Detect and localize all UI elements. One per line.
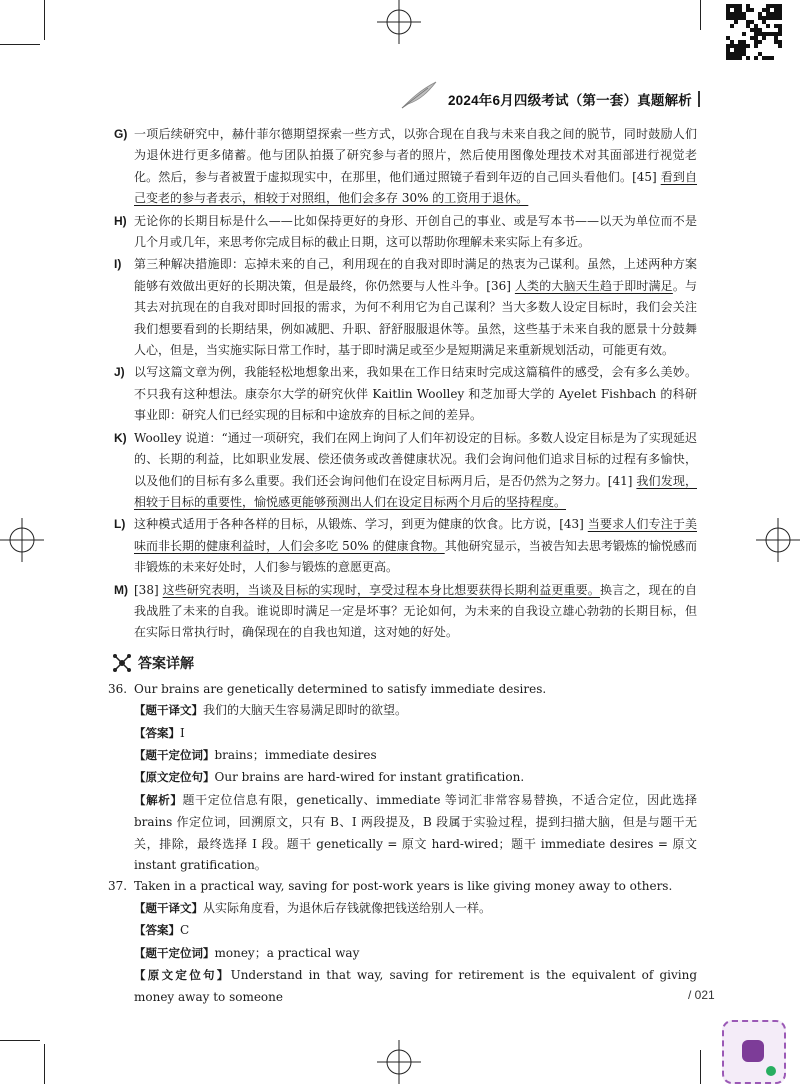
detail-text: C (180, 923, 190, 938)
detail-text: Our brains are hard-wired for instant gratification. (214, 770, 525, 785)
crop-mark (44, 1044, 45, 1084)
underlined-sentence: 当要求人们专注于美味而非长期的健康利益时，人们会多吃 50% 的健康食物。 (134, 517, 697, 553)
passage-paragraph (114, 580, 697, 644)
underlined-sentence: 我们发现，相较于目标的重要性，愉悦感更能够预测出人们在设定目标两个月后的坚持程度。 (134, 473, 697, 509)
crop-mark (700, 0, 701, 30)
detail-tag: 【原文定位句】 (134, 772, 215, 785)
molecule-icon (112, 653, 132, 673)
answer-section-heading (112, 653, 697, 673)
detail-text: Understand in that way, saving for retirement is the equivalent of giving money away to someone (134, 968, 697, 1005)
detail-text: brains；immediate desires (214, 747, 377, 762)
registration-mark-icon (0, 518, 44, 562)
detail-tag: 【题干译文】 (134, 705, 203, 718)
header-divider (698, 91, 700, 107)
detail-text: I (180, 725, 185, 740)
paragraph-text: 第三种解决措施即：忘掉未来的自己，利用现在的自我对即时满足的热衷为己谋利。虽然，上述两种方案能够有效做出更好的长期决策，但是最终，你仍然要与人性斗争。[36] (134, 257, 697, 293)
answer-detail-row (114, 767, 697, 789)
answer-detail-row (114, 790, 697, 877)
page-number: / 021 (688, 988, 715, 1002)
answer-list (108, 679, 697, 1009)
detail-text: 从实际角度看，为退休后存钱就像把钱送给别人一样。 (203, 900, 492, 915)
answer-detail-row (114, 723, 697, 745)
qr-module (758, 40, 762, 44)
underlined-sentence: 人类的大脑天生趋于即时满足 (514, 278, 673, 293)
paragraph-letter: G) (114, 127, 128, 141)
paragraph-letter: J) (114, 365, 125, 380)
running-header (395, 88, 700, 110)
detail-tag: 【答案】 (134, 925, 180, 938)
passage-paragraph (114, 254, 697, 361)
detail-tag: 【原文定位句】 (134, 970, 231, 983)
qr-module (770, 56, 774, 60)
crop-mark (700, 1050, 701, 1084)
paragraph-text: 换言之，现在的自我战胜了未来的自我。谁说即时满足一定是坏事？无论如何，为未来的自我设立雄心勃勃的长期目标，但在实际日常执行时，确保现在的自我也知道，这对她的好处。 (134, 582, 697, 640)
mascot-sticker (722, 1020, 786, 1084)
paragraph-text: 。与其去对抗现在的自我对即时回报的需求，为何不利用它为自己谋利？当大多数人设定目标时，我们会关注我们想要看到的长期结果，例如减肥、升职、舒舒服服退休等。虽然，这些基于未来自我的愿景十分鼓舞人心，但是，当实施实际日常工作时，基于即时满足或至少是短期满足来重新规划活动，可能更有效。 (134, 278, 697, 358)
section-title: 答案详解 (138, 654, 194, 671)
qr-module (738, 56, 742, 60)
answer-item (108, 876, 697, 1008)
paragraph-letter: M) (114, 582, 128, 597)
question-line (108, 679, 697, 700)
passage-paragraph (114, 514, 697, 578)
passage-paragraph (114, 124, 697, 210)
qr-module (742, 32, 746, 36)
page-body (108, 124, 697, 1009)
answer-detail-row (114, 898, 697, 920)
paragraph-text: 其他研究显示，当被告知去思考锻炼的愉悦感而非锻炼的未来好处时，人们参与锻炼的意愿更高。 (134, 538, 697, 575)
qr-module (734, 20, 738, 24)
registration-mark-icon (377, 1040, 421, 1084)
paragraph-text: Woolley 说道：“通过一项研究，我们在网上询问了人们年初设定的目标。多数人设定目标是为了实现延迟的、长期的利益，比如职业发展、偿还债务或改善健康状况。我们会询问他们追求目标的过程有多愉快，以及他们的目标有多么重要。我们还会询问他们在设定目标两月后，是否仍然为之努力。[41] (134, 430, 697, 488)
question-number: 36. (108, 681, 128, 696)
answer-detail-row (114, 965, 697, 1009)
registration-mark-icon (756, 518, 800, 562)
badge-dot-icon (766, 1066, 776, 1076)
paragraph-letter: K) (114, 430, 127, 445)
qr-module (778, 44, 782, 48)
question-line (108, 876, 697, 897)
paragraph-letter: I) (114, 257, 122, 272)
paragraph-text: 无论你的长期目标是什么——比如保持更好的身形、开创自己的事业、或是写本书——以天为单位而不是几个月或几年，来思考你完成目标的截止日期，这可以帮助你理解未来实际上有多近。 (134, 213, 697, 250)
qr-module (754, 56, 758, 60)
paragraph-text: 这种模式适用于各种各样的目标，从锻炼、学习，到更为健康的饮食。比方说，[43] (134, 517, 588, 532)
header-title: 2024年6月四级考试（第一套）真题解析 (447, 93, 692, 108)
crop-mark (44, 0, 45, 40)
detail-text: money；a practical way (214, 945, 360, 960)
answer-detail-row (114, 920, 697, 942)
mascot-face-icon (742, 1040, 764, 1062)
answer-item (108, 679, 697, 877)
qr-code (726, 4, 782, 60)
qr-module (762, 36, 766, 40)
crop-mark (0, 1040, 40, 1041)
qr-module (778, 32, 782, 36)
registration-mark-icon (377, 0, 421, 44)
passage-paragraph (114, 211, 697, 254)
answer-detail-row (114, 745, 697, 767)
detail-tag: 【题干译文】 (134, 902, 203, 915)
qr-module (746, 44, 750, 48)
qr-module (730, 24, 734, 28)
crop-mark (0, 44, 40, 45)
detail-tag: 【题干定位词】 (134, 749, 215, 762)
qr-module (754, 44, 758, 48)
underlined-sentence: 看到自己变老的参与者表示，相较于对照组，他们会多存 30% 的工资用于退休。 (134, 169, 697, 206)
detail-tag: 【解析】 (134, 794, 183, 807)
question-text: Taken in a practical way, saving for post-work years is like giving money away to others. (134, 879, 673, 894)
qr-module (750, 8, 754, 12)
paragraph-text: 以写这篇文章为例，我能轻松地想象出来，我如果在工作日结束时完成这篇稿件的感受，会有多么美妙。不只我有这种想法。康奈尔大学的研究伙伴 Kaitlin Woolley 和芝加哥大学的 Ayelet Fishbach 的科研事业即：研究人们已经实现的目标和中途放弃的目标之间的差异。 (134, 365, 697, 423)
detail-tag: 【答案】 (134, 727, 180, 740)
paragraph-letter: L) (114, 517, 126, 532)
paragraph-text: 一项后续研究中，赫什菲尔德期望探索一些方式，以弥合现在自我与未来自我之间的脱节，同时鼓励人们为退休进行更多储蓄。他与团队拍摄了研究参与者的照片，然后使用图像处理技术对其面部进行视觉老化。然后，参与者被置于虚拟现实中，在那里，他们通过照镜子看到年迈的自己回头看他们。[45] (134, 127, 697, 184)
underlined-sentence: 这些研究表明，当谈及目标的实现时，享受过程本身比想要获得长期利益更重要。 (162, 582, 600, 597)
question-number: 37. (108, 879, 128, 894)
qr-module (766, 24, 770, 28)
qr-module (778, 16, 782, 20)
paragraph-letter: H) (114, 213, 127, 228)
detail-text: 我们的大脑天生容易满足即时的欲望。 (203, 703, 408, 718)
passage-paragraph (114, 428, 697, 514)
answer-detail-row (114, 700, 697, 722)
question-text: Our brains are genetically determined to satisfy immediate desires. (134, 681, 547, 696)
detail-text: 题干定位信息有限，genetically、immediate 等词汇非常容易替换，不适合定位，因此选择 brains 作定位词，回溯原文，只有 B、I 两段提及，B 段属于实验过程，提到扫描大脑，但是与题干无关，排除，最终选择 I 段。题干 genetically = 原文 hard-wired；题干 immediate desires = 原文 instant gratification。 (134, 792, 697, 872)
paragraph-text: [38] (134, 582, 163, 597)
passage-translation (114, 124, 697, 644)
passage-paragraph (114, 362, 697, 426)
answer-detail-row (114, 943, 697, 965)
detail-tag: 【题干定位词】 (134, 947, 215, 960)
qr-module (746, 56, 750, 60)
